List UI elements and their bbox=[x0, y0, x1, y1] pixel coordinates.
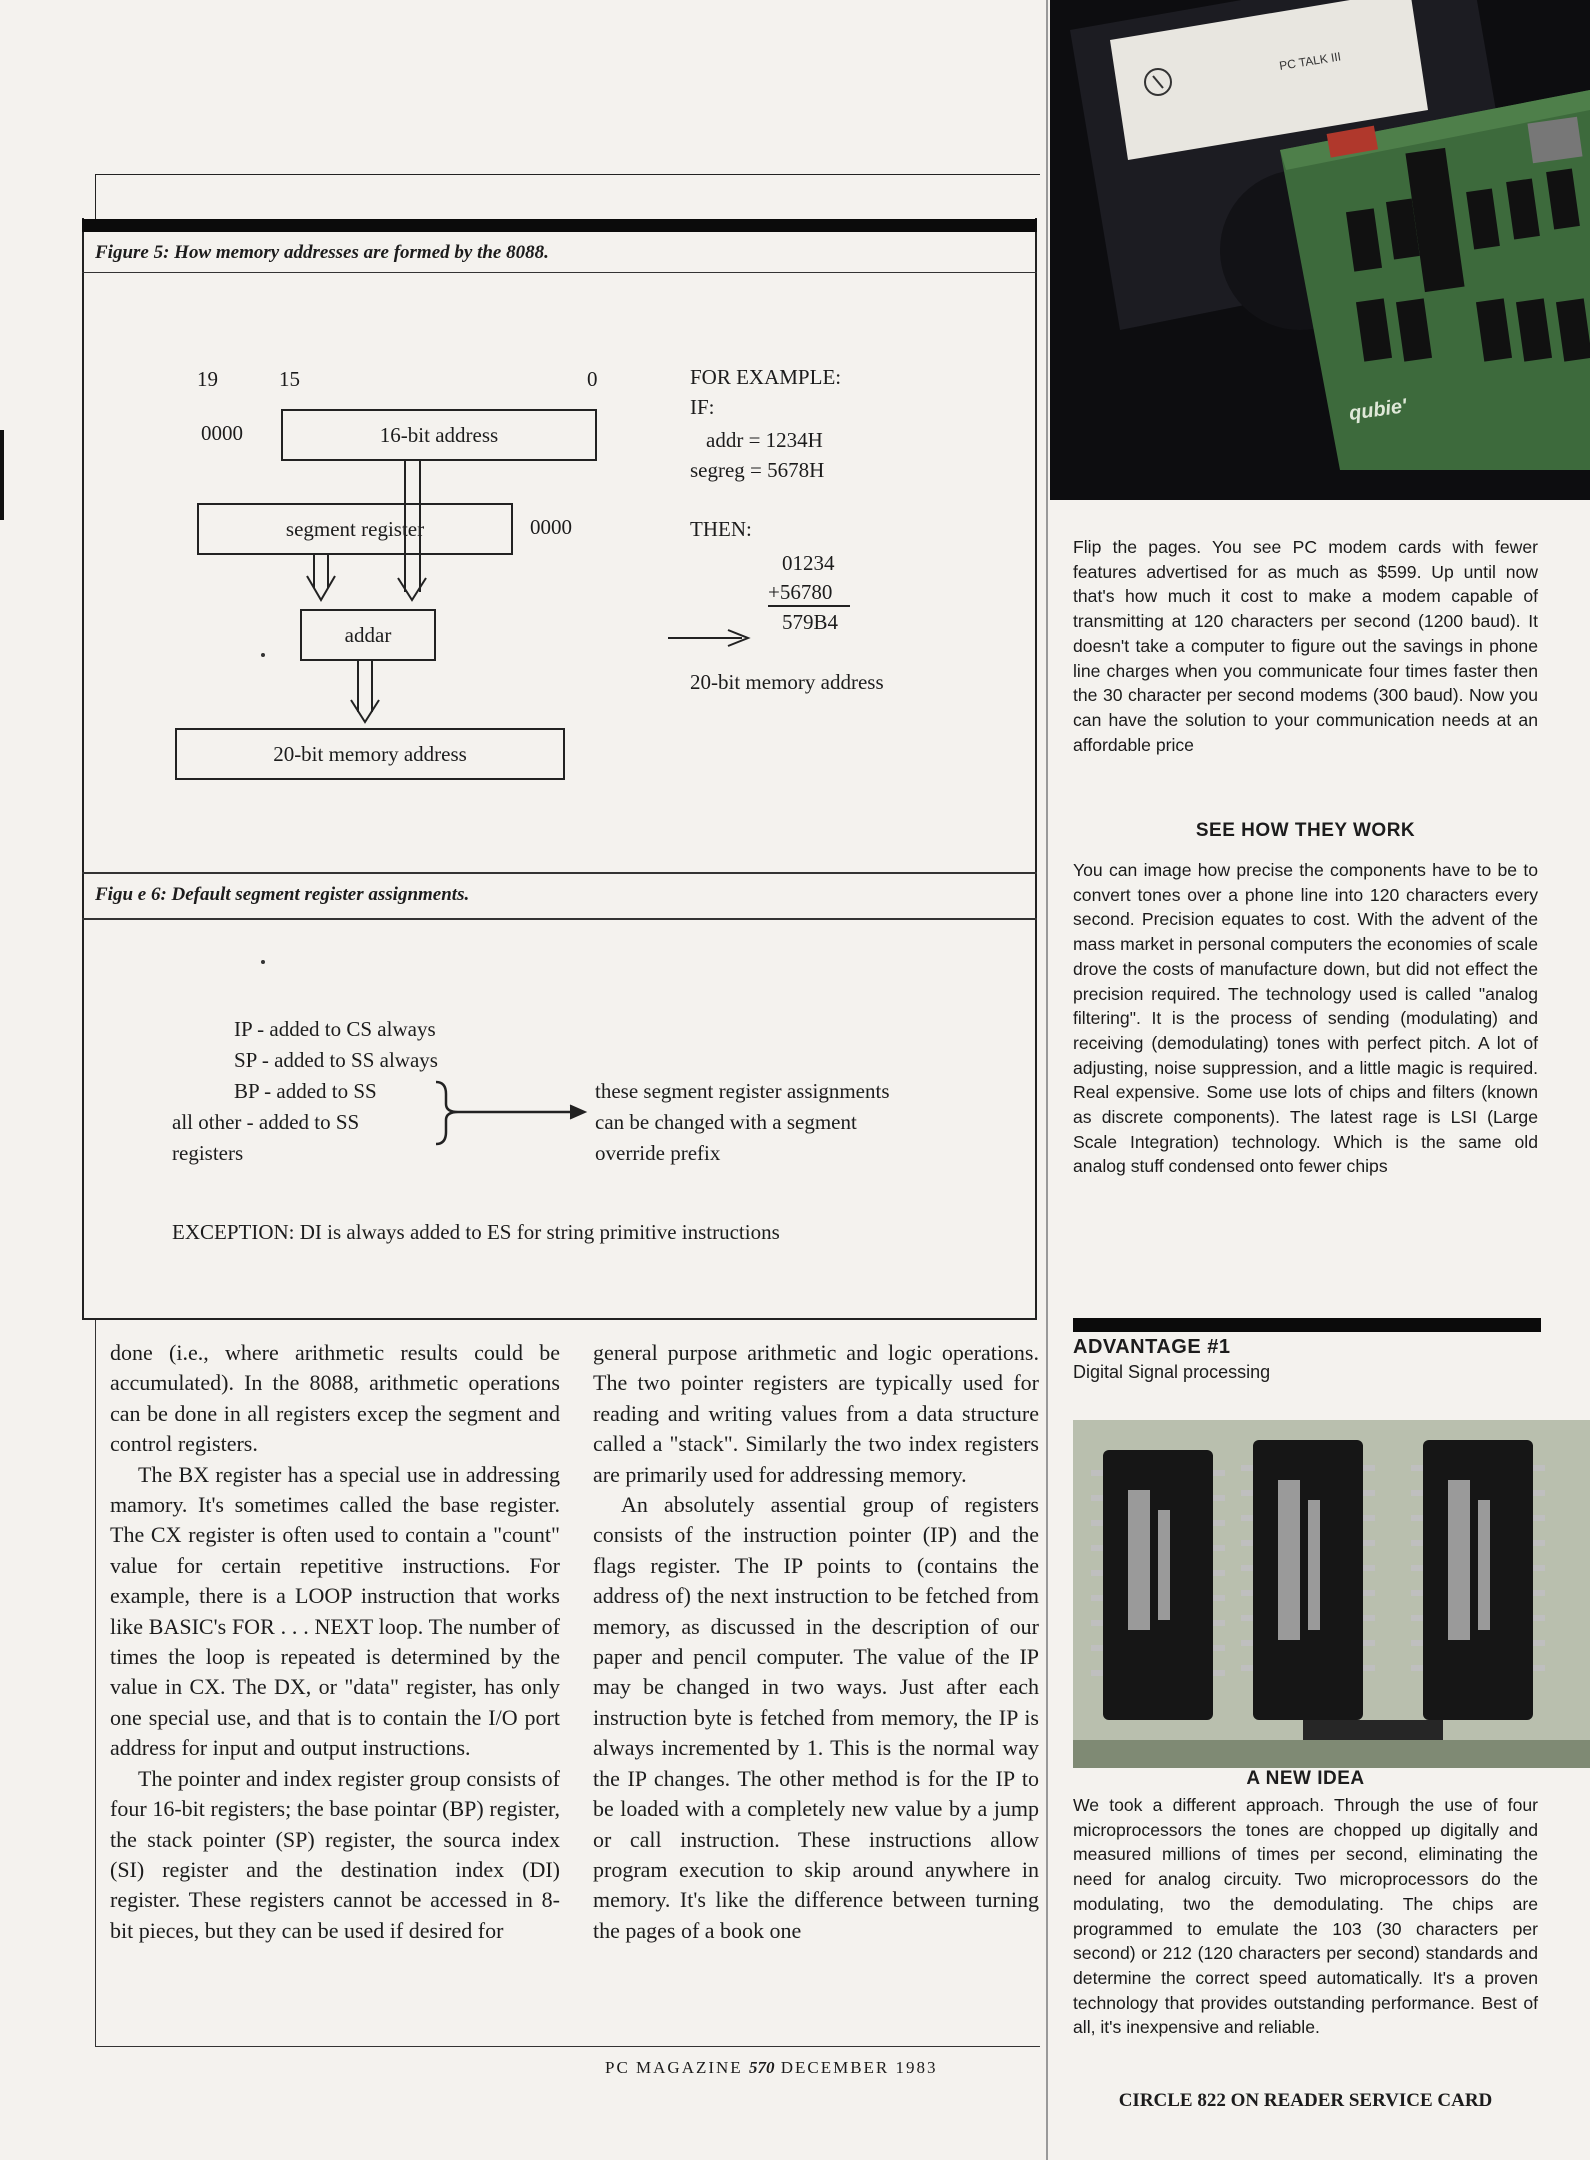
ad-heavy-rule bbox=[1073, 1318, 1541, 1332]
col1-paragraph: done (i.e., where arithmetic results could be accumulated). In the 8088, arithmetic operations can be done in all registers excep the segment and control registers. bbox=[110, 1340, 560, 1457]
ad-paragraph-2: You can image how precise the components have to be to convert tones over a phone line into 120 characters every second. Precision equates to cost. With the advent of the mass market in personal computers the economies of scale drove the costs of manufacture down, but did not effect the precision required. The technology used is called "analog filtering". It is the process of sending (modulating) and receiving (demodulating) tones with perfect pitch. A lot of adjusting, noise suppression, and a little magic is required. Real expensive. Some use lots of chips and filters (known as discrete components). The latest rage is LSI (Large Scale Integration) technology. Which is the same old analog stuff condensed onto fewer chips bbox=[1073, 860, 1538, 1177]
ad-advantage-heading: ADVANTAGE #1 bbox=[1073, 1336, 1231, 1358]
page-footer bbox=[605, 2058, 938, 2078]
example-segreg: segreg = 5678H bbox=[690, 458, 825, 482]
result-box: 20-bit memory address bbox=[175, 728, 565, 780]
col2-paragraph: An absolutely assential group of registers consists of the instruction pointer (IP) and the flags register. The IP points to (contains the address of) the next instruction to be fetched from memory, as discussed in the description of our paper and pencil computer. The value of the IP may be changed in two ways. Just after each instruction byte is fetched from memory, the IP is always incremented by 1. This is the normal way the IP changes. The other method is for the IP to be loaded with a completely new value by a jump or call instruction. These instructions allow program execution to skip around anywhere in memory. It's like the difference between turning the pages of a book one bbox=[593, 1492, 1039, 1943]
footer-page-number: 570 bbox=[748, 2058, 775, 2077]
address-box: 16-bit address bbox=[281, 409, 597, 461]
ad-advantage-subtitle: Digital Signal processing bbox=[1073, 1362, 1271, 1382]
disk-label: PC TALK III bbox=[1278, 49, 1342, 73]
ad-paragraph-3: We took a different approach. Through the use of four microprocessors the tones are chopped up digitally and measured millions of times per second, eliminating the need for analog circuity. Two microprocessors do the modulating, two the demodulating. The chips are programmed to emulate the 103 (30 characters per second) or 212 (120 characters per second) standards and determine the correct speed automatically. It's a proven technology that provides outstanding performance. Best of all, it's inexpensive and reliable. bbox=[1073, 1795, 1538, 2038]
bit-label-15: 15 bbox=[279, 367, 300, 391]
ad-heading-see-how: SEE HOW THEY WORK bbox=[1195, 820, 1416, 841]
segment-register-box: segment register bbox=[197, 503, 513, 555]
article-column-2 bbox=[593, 1338, 1039, 1946]
example-result-label: 20-bit memory address bbox=[690, 670, 884, 694]
fig6-row-registers: registers bbox=[172, 1141, 244, 1165]
ad-heading-new-idea: A NEW IDEA bbox=[1246, 1768, 1365, 1789]
article-column-1 bbox=[110, 1338, 560, 1946]
col1-paragraph: The BX register has a special use in addressing mamory. It's sometimes called the base register. The CX register is often used to contain a "count" value for certain repetitive instructions. For example, there is a LOOP instruction that works like BASIC's FOR . . . NEXT loop. The number of times the loop is repeated is determined by the value in CX. The DX, or "data" register, has only one special use, and that is to contain the I/O port address for input and output instructions. bbox=[110, 1461, 560, 1761]
ad-paragraph-1: Flip the pages. You see PC modem cards with fewer features advertised for as much as $599. Up until now that's how much it cost to make a modem capable of transmitting at 120 characters per second (1200 baud). It doesn't take a computer to figure out the savings in phone line charges when you communicate four times faster then the 30 character per second modems (300 baud). Now you can have the solution to your communication needs at an affordable price bbox=[1073, 537, 1538, 755]
ad-separator bbox=[1046, 0, 1048, 2160]
fig6-row-sp: SP - added to SS always bbox=[234, 1048, 438, 1072]
footer-publication: PC MAGAZINE bbox=[605, 2058, 743, 2077]
example-then: THEN: bbox=[690, 517, 752, 541]
col2-paragraph: general purpose arithmetic and logic operations. The two pointer registers are typically used for reading and writing values from a data structure called a "stack". Similarly the two index registers are primarily used for addressing memory. bbox=[593, 1340, 1039, 1487]
adder-box: addar bbox=[300, 609, 436, 661]
example-heading: FOR EXAMPLE: bbox=[690, 365, 842, 389]
example-sum-line2: +56780 bbox=[768, 580, 833, 604]
microprocessor-chips-photo bbox=[1073, 1420, 1590, 1768]
bit-label-19: 19 bbox=[197, 367, 218, 391]
fig6-brace-arrow bbox=[430, 1078, 600, 1148]
example-addr: addr = 1234H bbox=[706, 428, 823, 452]
example-if: IF: bbox=[690, 395, 715, 419]
fig6-row-all-other: all other - added to SS bbox=[172, 1110, 360, 1134]
example-sum-result: 579B4 bbox=[782, 610, 839, 634]
figure-6-caption: Figu e 6: Default segment register assignments. bbox=[95, 884, 470, 905]
fig6-exception: EXCEPTION: DI is always added to ES for string primitive instructions bbox=[172, 1220, 780, 1244]
fig6-note-line2: can be changed with a segment bbox=[595, 1110, 857, 1134]
fig6-note-line1: these segment register assignments bbox=[595, 1079, 890, 1103]
right-pad-zeros: 0000 bbox=[530, 515, 572, 539]
fig6-note-line3: override prefix bbox=[595, 1141, 721, 1165]
left-pad-zeros: 0000 bbox=[201, 421, 243, 445]
fig6-row-bp: BP - added to SS bbox=[234, 1079, 377, 1103]
footer-date: DECEMBER 1983 bbox=[780, 2058, 938, 2077]
figure-5-caption: Figure 5: How memory addresses are formed by the 8088. bbox=[95, 242, 549, 263]
figure-6-bottom-rule bbox=[82, 918, 1037, 920]
column-bottom-rule bbox=[95, 2046, 1040, 2047]
board-brand: qubie' bbox=[1347, 395, 1409, 425]
col1-paragraph: The pointer and index register group consists of four 16-bit registers; the base pointar (BP) register, the stack pointer (SP) register, the sourca index (SI) register and the destination index (DI) register. These registers cannot be accessed in 8-bit pieces, but they can be used if desired for bbox=[110, 1765, 560, 1943]
reader-service-line: CIRCLE 822 ON READER SERVICE CARD bbox=[1118, 2090, 1493, 2111]
figure-6-top-rule bbox=[82, 872, 1037, 874]
fig6-row-ip: IP - added to CS always bbox=[234, 1017, 436, 1041]
modem-card-photo bbox=[1050, 0, 1590, 500]
example-sum-line1: 01234 bbox=[782, 551, 835, 575]
column-left-rule bbox=[95, 1320, 96, 2046]
bit-label-0: 0 bbox=[587, 367, 598, 391]
